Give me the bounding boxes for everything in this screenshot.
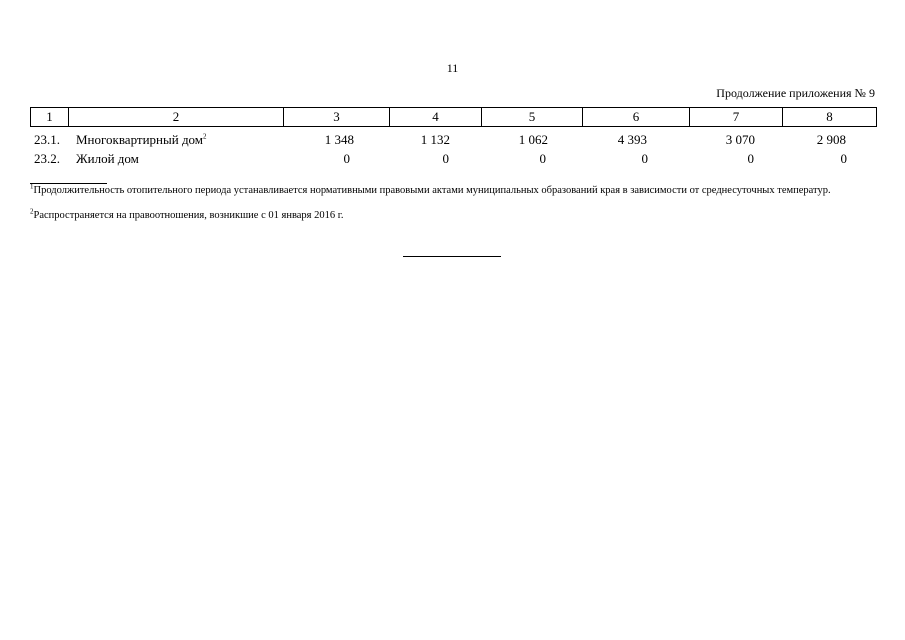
row-code: 23.2. — [34, 151, 60, 166]
page-number: 11 — [446, 61, 459, 75]
footnote-text: Продолжительность отопительного периода устанавливается нормативными правовыми актами муниципальных образований края в зависимости от среднесуточных температур. — [33, 185, 831, 196]
footnote-2 — [30, 207, 875, 221]
footnote-mark: 2 — [30, 207, 34, 216]
column-number: 4 — [390, 108, 482, 127]
row-value: 1 062 — [518, 132, 548, 147]
row-value: 4 393 — [617, 132, 647, 147]
column-number: 8 — [783, 108, 877, 127]
row-value: 1 348 — [324, 132, 354, 147]
row-value: 0 — [747, 151, 754, 166]
row-code: 23.1. — [34, 132, 60, 147]
row-value: 0 — [840, 151, 847, 166]
row-value: 1 132 — [420, 132, 450, 147]
column-number: 5 — [482, 108, 583, 127]
row-name: Жилой дом — [76, 151, 139, 166]
footnote-text: Распространяется на правоотношения, возникшие с 01 января 2016 г. — [33, 210, 344, 221]
footnote-separator — [30, 183, 107, 184]
column-number: 6 — [583, 108, 690, 127]
footnote-1 — [30, 182, 875, 196]
row-value: 0 — [442, 151, 449, 166]
continuation-label: Продолжение приложения № 9 — [716, 86, 875, 100]
column-number: 2 — [69, 108, 284, 127]
row-value: 3 070 — [725, 132, 755, 147]
column-number: 7 — [690, 108, 783, 127]
row-value: 0 — [539, 151, 546, 166]
column-number-header — [30, 107, 877, 127]
row-name: Многоквартирный дом$^2$ — [76, 132, 207, 147]
row-value: 0 — [641, 151, 648, 166]
row-value: 2 908 — [816, 132, 846, 147]
footnote-ref: 2 — [203, 132, 207, 141]
column-number: 3 — [284, 108, 390, 127]
footnote-mark: 1 — [30, 182, 34, 191]
end-of-document-rule — [403, 256, 501, 257]
column-number: 1 — [31, 108, 69, 127]
row-value: 0 — [343, 151, 350, 166]
table-row — [34, 151, 877, 169]
table-row — [34, 132, 877, 150]
